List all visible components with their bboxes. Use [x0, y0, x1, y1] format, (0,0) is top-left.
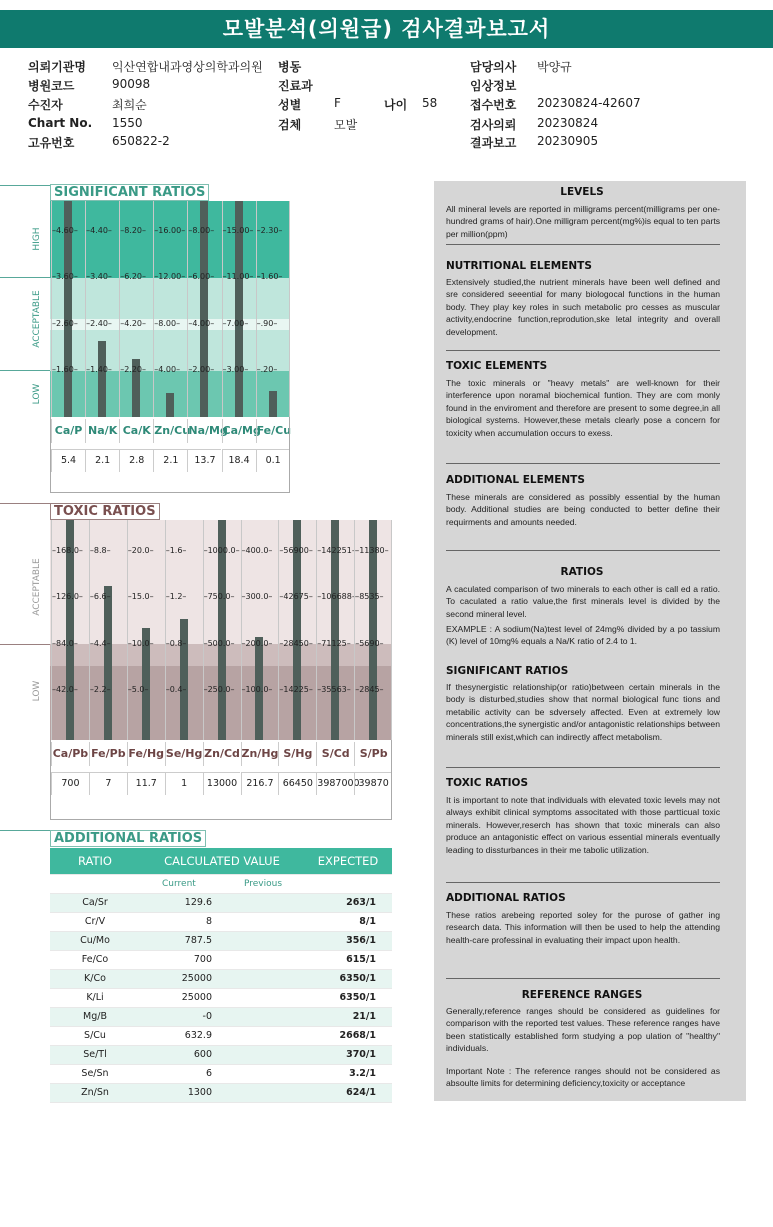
current-cell: 787.5 [140, 931, 220, 950]
sex-label: 성별 [278, 98, 302, 112]
ratios-example: EXAMPLE : A sodium(Na)test level of 24mg% divided by a po tassium (K) level of 10mg% equals a Na/K ratio of 2.4 to 1. [446, 624, 720, 647]
previous-cell [220, 950, 304, 969]
tick-label: –20.0– [127, 546, 154, 555]
tick-label: –200.0– [241, 639, 273, 648]
info-divider [446, 767, 720, 768]
sig-ylabel-low: LOW [32, 383, 42, 405]
reference-note: Important Note : The reference ranges should not be considered as absoulte limits for determining deficiency,toxicity or acceptance [446, 1066, 720, 1089]
age-label: 나이 [384, 98, 408, 112]
current-cell: 1300 [140, 1083, 220, 1102]
receipt-label: 접수번호 [470, 98, 517, 112]
ratio-bar [166, 393, 174, 417]
add-subheader-row [50, 874, 392, 893]
tick-label: –5.0– [127, 685, 149, 694]
ratio-value: 66450 [278, 772, 316, 795]
tick-label: –0.8– [165, 639, 187, 648]
doctor-label: 담당의사 [470, 60, 517, 74]
tick-label: –71125– [317, 639, 351, 648]
tick-label: –8.8– [89, 546, 111, 555]
tick-label: –.90– [256, 319, 278, 328]
ratio-value: 0.1 [256, 449, 290, 472]
tick-label: –11.00– [222, 272, 254, 281]
sex-value: F [334, 96, 341, 110]
add-col-current: Current [140, 874, 220, 893]
tick-label: –4.00– [188, 319, 215, 328]
table-row [50, 912, 392, 931]
ratio-value: 2.8 [119, 449, 153, 472]
expected-cell: 615/1 [304, 950, 392, 969]
levels-text: All mineral levels are reported in milligrams percent(milligrams per one-hundred grams of hair).One milligram percent(mg%)is equal to ten parts per million(ppm) [446, 204, 720, 239]
tox-title: TOXIC RATIOS [50, 503, 160, 520]
info-divider [446, 550, 720, 551]
tick-label: –0.4– [165, 685, 187, 694]
table-row [50, 1026, 392, 1045]
current-cell: 8 [140, 912, 220, 931]
add-rows [50, 893, 392, 1102]
reference-title: REFERENCE RANGES [521, 989, 643, 1001]
tick-label: –8.00– [154, 319, 181, 328]
request-value: 20230824 [537, 116, 599, 130]
previous-cell [220, 912, 304, 931]
clinical-label: 임상정보 [470, 79, 517, 93]
toxic-text: The toxic minerals or "heavy metals" are well-known for their interference upon noramal biochemical funtion. They are com monly found in the enviroment and therefore are present to some degree,in all biological systems. However,these metals clearly pose a concern for toxicity when accumulation occurs to exess. [446, 378, 720, 438]
table-row [50, 931, 392, 950]
tox-ylabel-acceptable: ACCEPTABLE [32, 558, 42, 616]
tick-label: –15.00– [222, 226, 254, 235]
add-col-calc: CALCULATED VALUE [140, 848, 304, 874]
additional-ratios-title: ADDITIONAL RATIOS [446, 892, 566, 904]
ward-label: 병동 [278, 60, 302, 74]
table-row [50, 1007, 392, 1026]
levels-title: LEVELS [560, 186, 604, 198]
inst-label: 의뢰기관명 [28, 60, 86, 74]
expected-cell: 624/1 [304, 1083, 392, 1102]
receipt-value: 20230824-42607 [537, 96, 641, 110]
tox-guide [0, 644, 50, 645]
tick-label: –84.0– [52, 639, 78, 648]
tick-label: –10.0– [127, 639, 154, 648]
current-cell: 700 [140, 950, 220, 969]
ratio-value: 2.1 [85, 449, 119, 472]
tox-ylabel-low: LOW [32, 680, 42, 702]
tox-table-frame [50, 740, 392, 820]
inst-value: 익산연합내과영상의학과의원 [112, 60, 263, 74]
tick-label: –8535– [355, 592, 384, 601]
sig-ylabel-acceptable: ACCEPTABLE [32, 290, 42, 348]
additional-ratios-text: These ratios arebeing reported soley for the purose of gather ing research data. This information will then be used to help the attending health-care professinal in evaluating their impact upon health. [446, 910, 720, 945]
request-label: 검사의뢰 [470, 118, 517, 132]
table-row [50, 969, 392, 988]
tick-label: –3.40– [86, 272, 112, 281]
info-panel [434, 181, 746, 1101]
tick-label: –42.0– [52, 685, 78, 694]
sig-ylabel-high: HIGH [32, 227, 42, 251]
report-label: 결과보고 [470, 136, 517, 150]
uid-label: 고유번호 [28, 136, 75, 150]
add-header-row [50, 848, 392, 874]
ratio-value: 13.7 [187, 449, 221, 472]
ratio-value: 2.1 [153, 449, 187, 472]
tick-label: –2.20– [120, 365, 146, 374]
info-divider [446, 978, 720, 979]
current-cell: 25000 [140, 969, 220, 988]
add-col-ratio: RATIO [50, 848, 140, 874]
previous-cell [220, 1026, 304, 1045]
tick-label: –500.0– [203, 639, 235, 648]
ratio-cell: Cr/V [50, 912, 140, 931]
ratio-label: Zn/Cd [203, 742, 241, 766]
tick-label: –1.60– [52, 365, 78, 374]
ratio-value: 3987000 [316, 772, 354, 795]
tick-label: –1000.0– [203, 546, 240, 555]
tick-label: –4.4– [89, 639, 111, 648]
ratio-cell: Se/Sn [50, 1064, 140, 1083]
tick-label: –142251– [317, 546, 356, 555]
previous-cell [220, 1007, 304, 1026]
chart-value: 1550 [112, 116, 143, 130]
chart-label: Chart No. [28, 116, 93, 130]
ratio-value: 39870 [354, 772, 392, 795]
table-row [50, 1045, 392, 1064]
tick-label: –6.20– [120, 272, 146, 281]
tick-label: –2.40– [86, 319, 112, 328]
additional-elements-text: These minerals are considered as possibly essential by the human body. Additional studies are being conducted to better define their requirments and amounts needed. [446, 492, 720, 527]
tick-label: –2845– [355, 685, 384, 694]
ratio-label: Na/K [85, 419, 119, 443]
report-title: 모발분석(의원급) 검사결과보고서 [0, 10, 773, 48]
dept-label: 진료과 [278, 79, 313, 93]
specimen-label: 검체 [278, 118, 302, 132]
expected-cell: 2668/1 [304, 1026, 392, 1045]
previous-cell [220, 1064, 304, 1083]
tox-rule [0, 503, 50, 504]
ratio-label: Fe/Pb [89, 742, 127, 766]
ratio-label: Ca/Mg [222, 419, 256, 443]
previous-cell [220, 1045, 304, 1064]
ratio-label: Ca/K [119, 419, 153, 443]
add-col-previous: Previous [220, 874, 304, 893]
tick-label: –8.20– [120, 226, 146, 235]
tick-label: –100.0– [241, 685, 273, 694]
ratio-label: Ca/P [51, 419, 85, 443]
tick-label: –15.0– [127, 592, 154, 601]
sig-rule [0, 185, 50, 186]
hcode-value: 90098 [112, 77, 151, 91]
tick-label: –6.00– [188, 272, 215, 281]
previous-cell [220, 988, 304, 1007]
tick-label: –300.0– [241, 592, 273, 601]
table-row [50, 1064, 392, 1083]
tick-label: –4.40– [86, 226, 112, 235]
expected-cell: 370/1 [304, 1045, 392, 1064]
expected-cell: 8/1 [304, 912, 392, 931]
additional-ratios-table [50, 848, 392, 1103]
current-cell: 129.6 [140, 893, 220, 912]
tick-label: –2.2– [89, 685, 111, 694]
ratio-cell: S/Cu [50, 1026, 140, 1045]
tick-label: –16.00– [154, 226, 186, 235]
ratio-value: 7 [89, 772, 127, 795]
nutritional-text: Extensively studied,the nutrient minerals have been well defined and sre considered seeential for many biologocal functions in the human body. They play key roles in such metabolic pro cesses as muscular activity,endocrine function,reprodution,ske letal integrity and overall development. [446, 277, 720, 337]
ratio-value: 1 [165, 772, 203, 795]
ratio-label: Se/Hg [165, 742, 203, 766]
additional-elements-title: ADDITIONAL ELEMENTS [446, 474, 585, 486]
sig-guide-2 [0, 370, 50, 371]
previous-cell [220, 893, 304, 912]
ratio-value: 5.4 [51, 449, 85, 472]
info-divider [446, 463, 720, 464]
tick-label: –56900– [279, 546, 313, 555]
ratio-cell: Zn/Sn [50, 1083, 140, 1102]
ratio-label: S/Cd [316, 742, 354, 766]
previous-cell [220, 969, 304, 988]
sig-table-frame [50, 417, 290, 493]
ratio-label: Fe/Hg [127, 742, 165, 766]
tick-label: –106688– [317, 592, 356, 601]
ratio-value: 13000 [203, 772, 241, 795]
nutritional-title: NUTRITIONAL ELEMENTS [446, 260, 592, 272]
info-divider [446, 244, 720, 245]
ratio-cell: Mg/B [50, 1007, 140, 1026]
tick-label: –5690– [355, 639, 384, 648]
tick-label: –1.60– [256, 272, 283, 281]
ratio-label: S/Pb [354, 742, 392, 766]
tick-label: –14225– [279, 685, 313, 694]
ratio-label: Na/Mg [187, 419, 221, 443]
hcode-label: 병원코드 [28, 79, 75, 93]
tick-label: –2.00– [188, 365, 215, 374]
report-value: 20230905 [537, 134, 599, 148]
sig-ratios-text: If thesynergistic relationship(or ratio)between certain minerals in the body is disturbed,studies show that normal biological func tions and metabilic activity can be sdversely affected. Even at extremely low concentrations,the synergistic and/or antagonistic relationships between minerals still exist,which can indirectly affect metabolism. [446, 682, 720, 742]
age-value: 58 [422, 96, 438, 110]
uid-value: 650822-2 [112, 134, 170, 148]
specimen-value: 모발 [334, 118, 358, 132]
ratio-cell: Ca/Sr [50, 893, 140, 912]
tick-label: –1.40– [86, 365, 112, 374]
add-col-expected: EXPECTED [304, 848, 392, 874]
ratio-label: Fe/Cu [256, 419, 290, 443]
ratios-text: A caculated comparison of two minerals to each other is call ed a ratio. To caculated a ratio value,the first minerals level is divided by the second mineral level. [446, 584, 720, 619]
ratio-cell: Fe/Co [50, 950, 140, 969]
subject-label: 수진자 [28, 98, 63, 112]
tick-label: –3.60– [52, 272, 78, 281]
ratio-label: S/Hg [278, 742, 316, 766]
ratios-title: RATIOS [560, 566, 604, 578]
current-cell: 6 [140, 1064, 220, 1083]
ratio-value: 18.4 [222, 449, 256, 472]
expected-cell: 356/1 [304, 931, 392, 950]
ratio-value: 700 [51, 772, 89, 795]
info-divider [446, 882, 720, 883]
current-cell: -0 [140, 1007, 220, 1026]
expected-cell: 263/1 [304, 893, 392, 912]
toxic-ratios-title: TOXIC RATIOS [446, 777, 529, 789]
ratio-cell: Cu/Mo [50, 931, 140, 950]
sig-ratios-title: SIGNIFICANT RATIOS [446, 665, 569, 677]
tick-label: –11380– [355, 546, 389, 555]
tick-label: –.20– [256, 365, 278, 374]
current-cell: 600 [140, 1045, 220, 1064]
tick-label: –4.00– [154, 365, 181, 374]
current-cell: 632.9 [140, 1026, 220, 1045]
expected-cell: 3.2/1 [304, 1064, 392, 1083]
table-row [50, 950, 392, 969]
tick-label: –35563– [317, 685, 351, 694]
tick-label: –250.0– [203, 685, 235, 694]
tick-label: –3.00– [222, 365, 249, 374]
tick-label: –2.60– [52, 319, 78, 328]
tick-label: –4.60– [52, 226, 78, 235]
tick-label: –2.30– [256, 226, 283, 235]
tick-label: –8.00– [188, 226, 215, 235]
expected-cell: 6350/1 [304, 969, 392, 988]
ratio-label: Zn/Cu [153, 419, 187, 443]
toxic-title: TOXIC ELEMENTS [446, 360, 548, 372]
table-row [50, 1083, 392, 1102]
tick-label: –750.0– [203, 592, 235, 601]
ratio-value: 11.7 [127, 772, 165, 795]
ratio-bar [269, 391, 277, 417]
info-divider [446, 350, 720, 351]
ratio-cell: K/Li [50, 988, 140, 1007]
tick-label: –4.20– [120, 319, 146, 328]
tick-label: –1.2– [165, 592, 187, 601]
sig-title: SIGNIFICANT RATIOS [50, 184, 209, 201]
doctor-value: 박양규 [537, 60, 572, 74]
previous-cell [220, 1083, 304, 1102]
tick-label: –6.6– [89, 592, 111, 601]
tick-label: –12.00– [154, 272, 186, 281]
ratio-bar [98, 341, 106, 417]
tick-label: –42675– [279, 592, 313, 601]
tick-label: –126.0– [52, 592, 83, 601]
tick-label: –400.0– [241, 546, 273, 555]
tick-label: –1.6– [165, 546, 187, 555]
tick-label: –7.00– [222, 319, 249, 328]
tick-label: –168.0– [52, 546, 83, 555]
table-row [50, 988, 392, 1007]
ratio-label: Zn/Hg [241, 742, 279, 766]
ratio-bar [180, 619, 188, 740]
expected-cell: 6350/1 [304, 988, 392, 1007]
previous-cell [220, 931, 304, 950]
toxic-ratios-text: It is important to note that individuals with elevated toxic levels may not always exhibit clinical symptoms associtated with those partticual toxic minerals. However,reserch has shown that toxic minerals can also produce an antagonistic effect on various essential minerals eventually leading to dissturbances in their me tabolic utilization. [446, 795, 720, 855]
ratio-bar [104, 586, 112, 740]
tick-label: –28450– [279, 639, 313, 648]
add-rule [0, 830, 50, 831]
ratio-cell: K/Co [50, 969, 140, 988]
ratio-value: 216.7 [241, 772, 279, 795]
table-row [50, 893, 392, 912]
ratio-label: Ca/Pb [51, 742, 89, 766]
current-cell: 25000 [140, 988, 220, 1007]
add-title: ADDITIONAL RATIOS [50, 830, 206, 847]
sig-guide-1 [0, 277, 50, 278]
subject-value: 최희순 [112, 98, 147, 112]
expected-cell: 21/1 [304, 1007, 392, 1026]
reference-text: Generally,reference ranges should be considered as guidelines for comparison with the reported test values. These reference ranges have been statistically established form studying a pop ulation of "healthy" individuals. [446, 1006, 720, 1054]
ratio-cell: Se/Tl [50, 1045, 140, 1064]
